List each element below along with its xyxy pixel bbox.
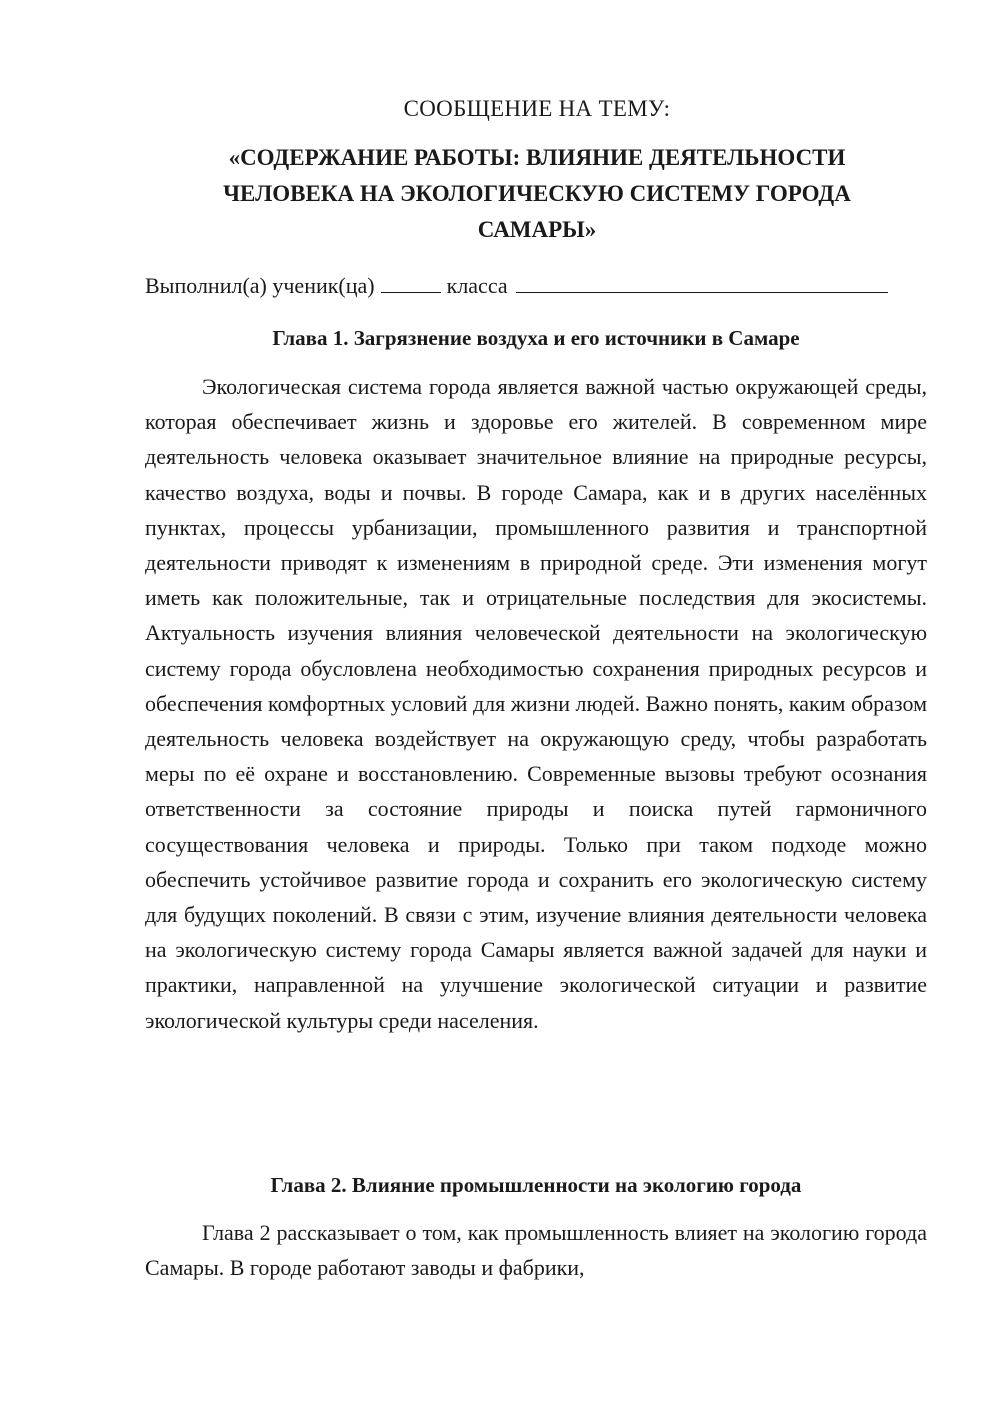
author-line [145, 270, 945, 301]
class-number-blank [381, 270, 441, 293]
chapter-2-paragraph: Глава 2 рассказывает о том, как промышленность влияет на экологию города Самары. В городе работают заводы и фабрики, [145, 1220, 927, 1281]
student-name-blank [516, 270, 888, 293]
chapter-1-heading: Глава 1. Загрязнение воздуха и его источники в Самаре [272, 326, 800, 350]
chapter-1-paragraph: Экологическая система города является важной частью окружающей среды, которая обеспечивает жизнь и здоровье его жителей. В современном мире деятельность человека оказывает значительное влияние на природные ресурсы, качество воздуха, воды и почвы. В городе Самара, как и в других населённых пунктах, процессы урбанизации, промышленного развития и транспортной деятельности приводят к изменениям в природной среде. Эти изменения могут иметь как положительные, так и отрицательные последствия для экосистемы. Актуальность изучения влияния человеческой деятельности на экологическую систему города обусловлена необходимостью сохранения природных ресурсов и обеспечения комфортных условий для жизни людей. Важно понять, каким образом деятельность человека воздействует на окружающую среду, чтобы разработать меры по её охране и восстановлению. Современные вызовы требуют осознания ответственности за состояние природы и поиска путей гармоничного сосуществования человека и природы. Только при таком подходе можно обеспечить устойчивое развитие города и сохранить его экологическую систему для будущих поколений. В связи с этим, изучение влияния деятельности человека на экологическую систему города Самары является важной задачей для науки и практики, направленной на улучшение экологической ситуации и развитие экологической культуры среди населения. [145, 374, 927, 1033]
chapter-2-heading: Глава 2. Влияние промышленности на экологию города [270, 1173, 802, 1197]
author-prefix: Выполнил(а) ученик(ца) [145, 273, 375, 298]
document-title: «СОДЕРЖАНИЕ РАБОТЫ: ВЛИЯНИЕ ДЕЯТЕЛЬНОСТИ ЧЕЛОВЕКА НА ЭКОЛОГИЧЕСКУЮ СИСТЕМУ ГОРОДА САМАРЫ» [223, 145, 851, 242]
document-subject: СООБЩЕНИЕ НА ТЕМУ: [403, 96, 671, 121]
author-class-word: класса [446, 273, 508, 298]
